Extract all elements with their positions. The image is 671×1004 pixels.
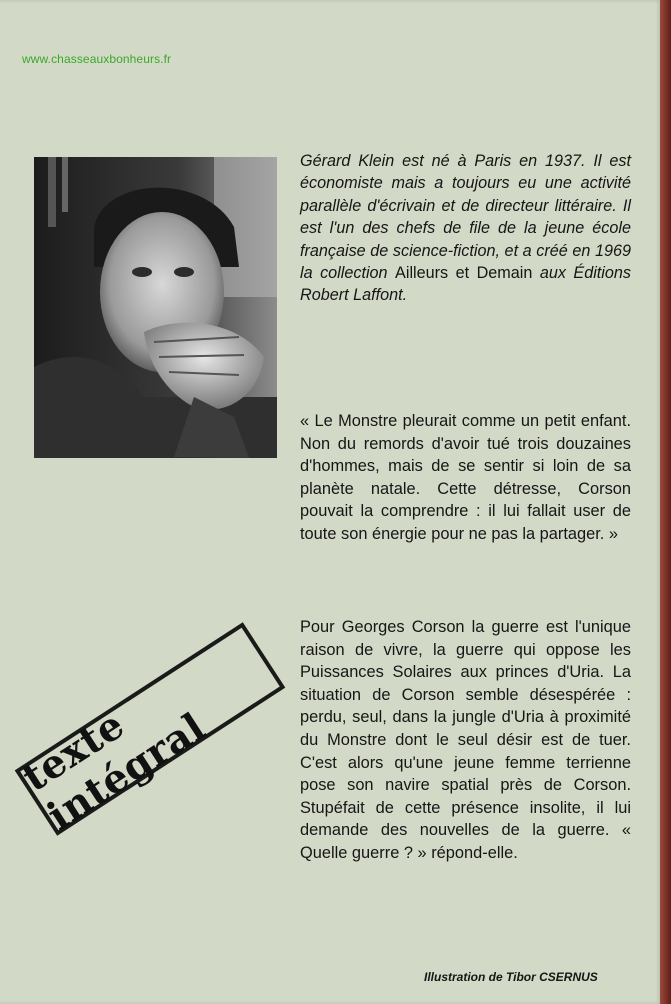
bio-text-2: aux Éditions Robert Laffont. [300,264,631,305]
bio-text-1: Gérard Klein est né à Paris en 1937. Il est économiste mais a toujours eu une activité parallèle d'écrivain et de directeur littéraire. Il est l'un des chefs de file de la jeune école française de science-fiction, et a créé en 1969 la collection [300,152,631,283]
watermark-url: www.chasseauxbonheurs.fr [22,52,172,66]
book-edge [660,0,671,1004]
illustration-credit: Illustration de Tibor CSERNUS [424,970,598,984]
book-summary: Pour Georges Corson la guerre est l'unique raison de vivre, la guerre qui oppose les Puissances Solaires aux princes d'Uria. La situation de Corson semble désespérée : perdu, seul, dans la jungle d'Uria à proximité du Monstre dont le seul désir est de tuer. C'est alors qu'une jeune femme terrienne pose son navire spatial près de Corson. Stupéfait de cette présence insolite, il lui demande des nouvelles de la guerre. « Quelle guerre ? » répond-elle. [300,618,631,862]
author-photo [34,157,277,458]
author-biography [300,150,631,307]
texte-integral-stamp: texte intégral [15,622,286,836]
author-portrait-illustration [34,157,277,458]
bio-collection-name: Ailleurs et Demain [395,264,533,283]
excerpt-quote: « Le Monstre pleurait comme un petit enfant. Non du remords d'avoir tué trois douzaines d'hommes, mais de se sentir si loin de sa planète natale. Cette détresse, Corson pouvait la comprendre : il lui fallait user de toute son énergie pour ne pas la partager. » [300,412,631,543]
